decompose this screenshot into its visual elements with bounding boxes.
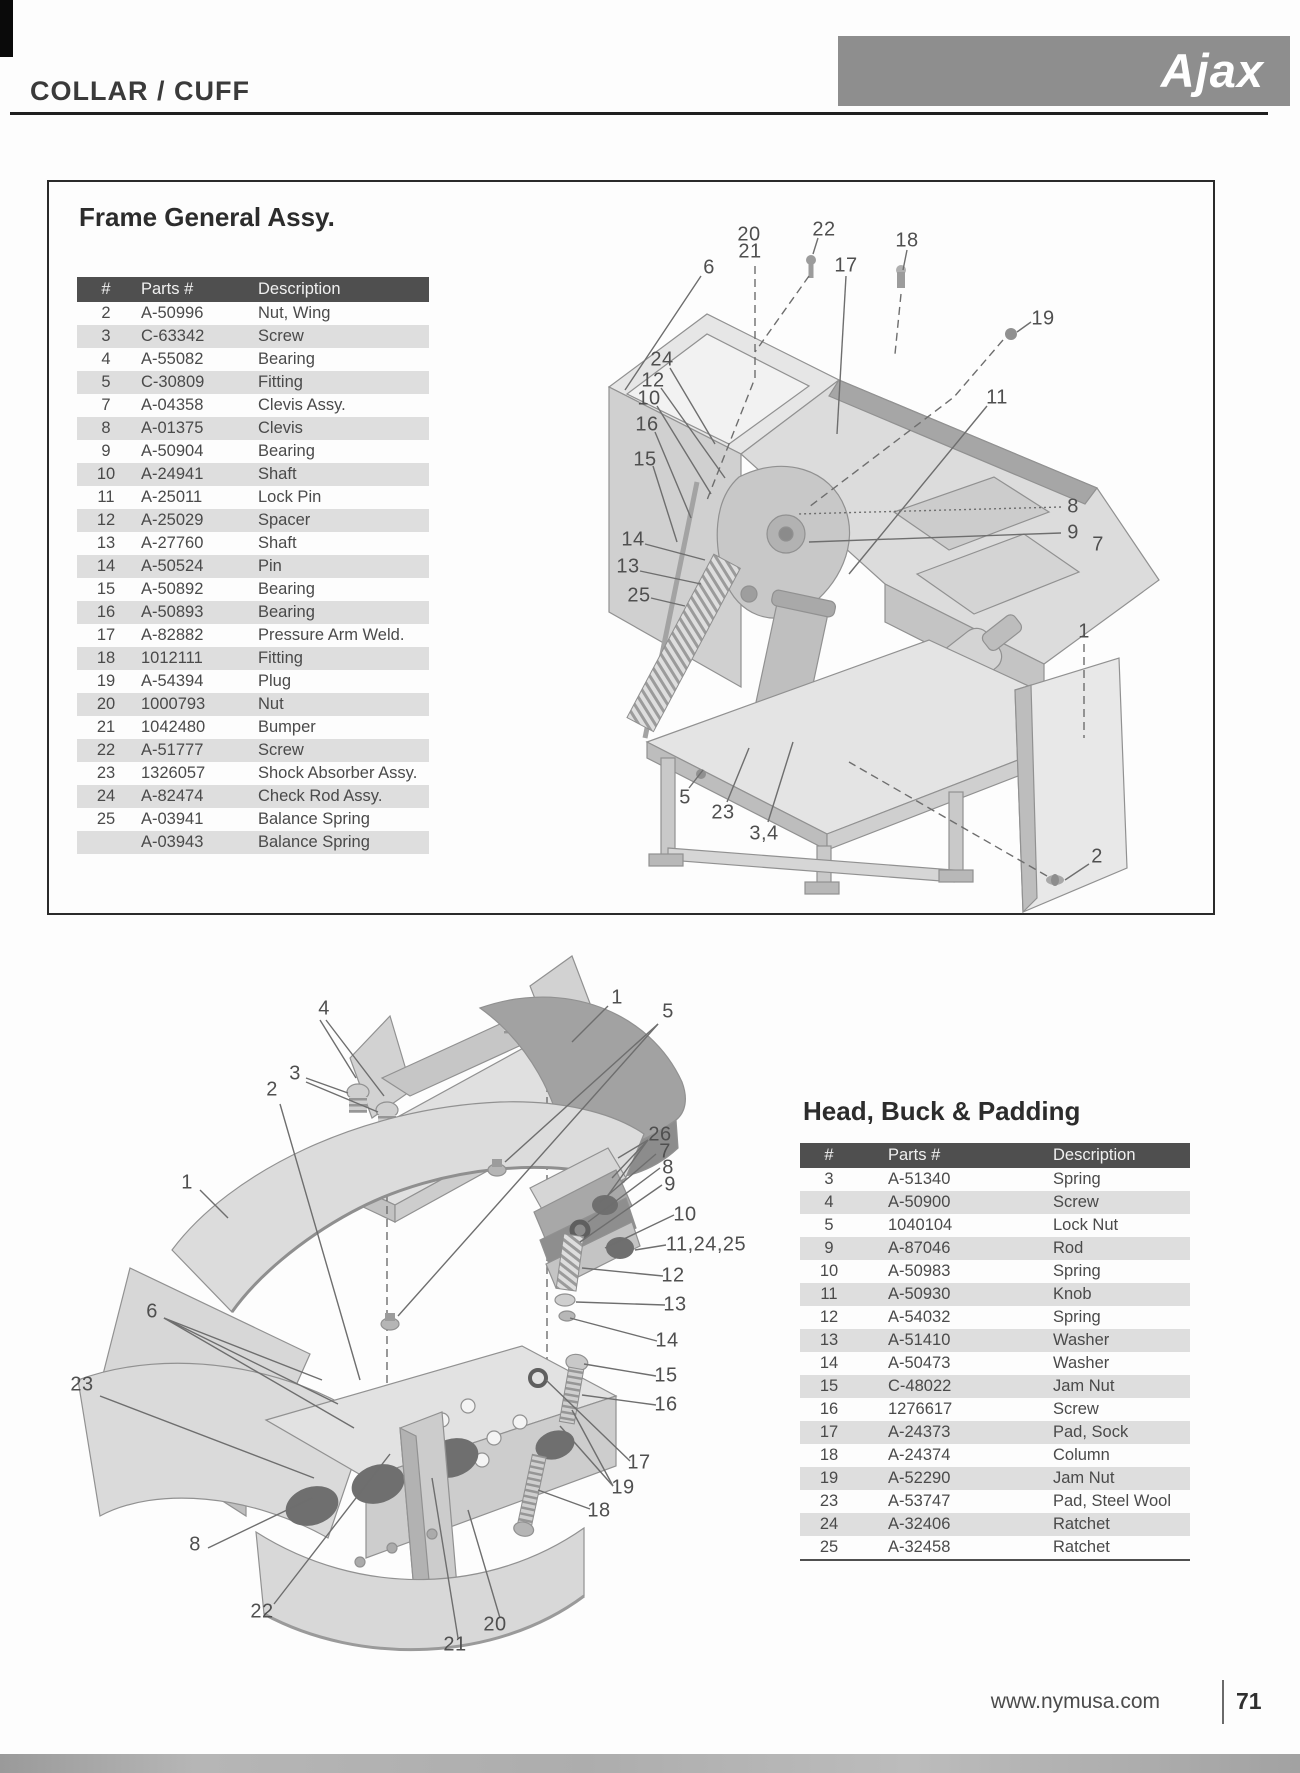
callout-label: 10	[637, 387, 661, 410]
table-row	[800, 1421, 1190, 1444]
table-cell: A-51340	[888, 1170, 951, 1188]
table-cell: A-24373	[888, 1423, 951, 1441]
table-cell: Clevis Assy.	[258, 396, 346, 414]
callout-label: 8	[189, 1533, 201, 1556]
table-cell: 21	[96, 718, 116, 736]
table-cell: A-27760	[141, 534, 204, 552]
table-row	[800, 1329, 1190, 1352]
callout-label: 1	[1078, 620, 1090, 643]
callout-label: 15	[633, 448, 657, 471]
callout-label: 19	[1031, 307, 1055, 330]
table-cell: 10	[819, 1262, 839, 1280]
frame-assembly-title: Frame General Assy.	[79, 202, 335, 232]
head-buck-table	[800, 1143, 1190, 1561]
table-cell: Balance Spring	[258, 833, 370, 851]
table-cell: A-82882	[141, 626, 204, 644]
table-cell: 13	[96, 534, 116, 552]
table-cell: A-52290	[888, 1469, 951, 1487]
table-cell: A-24374	[888, 1446, 951, 1464]
table-cell: 18	[819, 1446, 839, 1464]
table-cell: A-50473	[888, 1354, 951, 1372]
table-cell: A-25029	[141, 511, 204, 529]
table-cell: 12	[819, 1308, 839, 1326]
table-cell: 2	[101, 304, 111, 322]
table-cell: A-54394	[141, 672, 204, 690]
brand-logo-text: Ajax	[1160, 44, 1264, 97]
callout-label: 14	[621, 528, 645, 551]
table-cell: 24	[96, 787, 116, 805]
table-cell: 25	[819, 1538, 839, 1556]
callout-label: 24	[650, 348, 674, 371]
table-cell: A-54032	[888, 1308, 951, 1326]
table-cell: 3	[824, 1170, 834, 1188]
callout-label: 7	[659, 1140, 671, 1163]
table-cell: A-82474	[141, 787, 204, 805]
callout-label: 12	[661, 1264, 685, 1287]
table-cell: Balance Spring	[258, 810, 370, 828]
callout-label: 16	[635, 413, 659, 436]
table-cell: Pad, Sock	[1053, 1423, 1129, 1441]
callout-label: 9	[664, 1173, 676, 1196]
callout-label: 1	[611, 986, 623, 1009]
table-cell: Check Rod Assy.	[258, 787, 383, 805]
callout-label: 11	[986, 386, 1008, 409]
callout-label: 2	[266, 1078, 278, 1101]
table-cell: 15	[96, 580, 116, 598]
table-cell: Spring	[1053, 1262, 1101, 1280]
table-cell: 11	[97, 488, 115, 506]
callout-label: 18	[895, 229, 919, 252]
callout-label: 15	[654, 1364, 678, 1387]
callout-label: 22	[250, 1600, 274, 1623]
table-cell: Washer	[1053, 1331, 1110, 1349]
table-cell: Fitting	[258, 373, 303, 391]
table-cell: 19	[819, 1469, 839, 1487]
table-cell: Shock Absorber Assy.	[258, 764, 418, 782]
callout-label: 26	[648, 1123, 672, 1146]
table-cell: A-50983	[888, 1262, 951, 1280]
callout-label: 11,24,25	[665, 1233, 747, 1256]
table-cell: 14	[819, 1354, 839, 1372]
table-cell: 9	[824, 1239, 834, 1257]
frame-assembly-panel	[47, 180, 1215, 915]
callout-label: 8	[1067, 495, 1079, 518]
callout-label: 16	[654, 1393, 678, 1416]
table-row	[800, 1352, 1190, 1375]
table-cell: Plug	[258, 672, 292, 690]
table-cell: Screw	[258, 741, 304, 759]
table-cell: A-01375	[141, 419, 204, 437]
col-number: #	[800, 1143, 858, 1168]
table-cell: A-51410	[888, 1331, 951, 1349]
table-cell: Knob	[1053, 1285, 1092, 1303]
table-cell: A-03943	[141, 833, 204, 851]
table-cell: C-30809	[141, 373, 205, 391]
callout-label: 19	[611, 1476, 635, 1499]
callout-label: 3	[289, 1062, 301, 1085]
table-row	[800, 1168, 1190, 1191]
scan-artifact-mark	[0, 0, 13, 57]
callout-label: 4	[318, 997, 330, 1020]
col-parts: Parts #	[135, 277, 252, 302]
table-row	[800, 1490, 1190, 1513]
frame-callouts	[49, 182, 1217, 917]
table-cell: 8	[101, 419, 111, 437]
table-cell: 1326057	[141, 764, 206, 782]
website-url: www.nymusa.com	[990, 1690, 1160, 1713]
table-cell: Screw	[1053, 1193, 1099, 1211]
table-cell: Jam Nut	[1053, 1469, 1115, 1487]
callout-label: 20	[737, 223, 761, 246]
table-cell: 14	[96, 557, 116, 575]
table-cell: C-63342	[141, 327, 205, 345]
table-cell: Jam Nut	[1053, 1377, 1115, 1395]
col-number: #	[77, 277, 135, 302]
table-cell: A-50893	[141, 603, 204, 621]
callout-label: 13	[616, 555, 640, 578]
table-cell: 4	[824, 1193, 834, 1211]
callout-label: 17	[834, 254, 858, 277]
callout-label: 21	[738, 240, 762, 263]
table-cell: A-50900	[888, 1193, 951, 1211]
table-row	[800, 1467, 1190, 1490]
callout-label: 3,4	[749, 822, 779, 845]
table-cell: 4	[101, 350, 111, 368]
callout-label: 17	[627, 1451, 651, 1474]
table-cell: Screw	[258, 327, 304, 345]
table-cell: 10	[96, 465, 116, 483]
table-cell: Spring	[1053, 1308, 1101, 1326]
table-cell: Spring	[1053, 1170, 1101, 1188]
callout-label: 25	[627, 584, 651, 607]
table-cell: A-50904	[141, 442, 204, 460]
callout-label: 6	[703, 256, 715, 279]
callout-label: 5	[662, 1000, 674, 1023]
table-cell: Nut	[258, 695, 284, 713]
table-cell: 16	[96, 603, 116, 621]
brand-banner	[838, 36, 1290, 106]
table-row	[800, 1375, 1190, 1398]
table-cell: 19	[96, 672, 116, 690]
table-cell: 17	[96, 626, 116, 644]
callout-label: 13	[663, 1293, 687, 1316]
table-cell: Shaft	[258, 465, 297, 483]
table-cell: A-51777	[141, 741, 204, 759]
table-cell: A-32458	[888, 1538, 951, 1556]
table-cell: 9	[101, 442, 111, 460]
col-parts: Parts #	[858, 1143, 1049, 1168]
table-cell: Fitting	[258, 649, 303, 667]
table-header	[800, 1143, 1190, 1168]
col-description: Description	[252, 277, 429, 302]
callout-label: 9	[1067, 521, 1079, 544]
table-cell: A-32406	[888, 1515, 951, 1533]
table-row	[800, 1260, 1190, 1283]
table-cell: 15	[819, 1377, 839, 1395]
callout-label: 7	[1092, 533, 1104, 556]
table-cell: 1012111	[141, 649, 203, 667]
table-cell: 11	[820, 1285, 838, 1303]
table-cell: Clevis	[258, 419, 303, 437]
header-rule	[10, 112, 1268, 115]
table-cell: Washer	[1053, 1354, 1110, 1372]
table-cell: Ratchet	[1053, 1515, 1110, 1533]
table-cell: 1000793	[141, 695, 206, 713]
table-cell: 23	[96, 764, 116, 782]
callout-label: 6	[146, 1300, 158, 1323]
table-cell: 1042480	[141, 718, 206, 736]
table-cell: A-50892	[141, 580, 204, 598]
table-cell: A-87046	[888, 1239, 951, 1257]
table-cell: Pressure Arm Weld.	[258, 626, 405, 644]
head-buck-title: Head, Buck & Padding	[803, 1096, 1081, 1126]
table-cell: 25	[96, 810, 116, 828]
callout-label: 23	[70, 1373, 94, 1396]
table-cell: A-04358	[141, 396, 204, 414]
table-cell: A-24941	[141, 465, 204, 483]
table-cell: A-03941	[141, 810, 204, 828]
callout-label: 22	[812, 218, 836, 241]
table-row	[800, 1237, 1190, 1260]
callout-label: 10	[673, 1203, 697, 1226]
table-cell: Bearing	[258, 603, 315, 621]
callout-label: 20	[483, 1613, 507, 1636]
table-cell: A-50996	[141, 304, 204, 322]
table-cell: C-48022	[888, 1377, 952, 1395]
table-row	[800, 1214, 1190, 1237]
callout-label: 1	[181, 1171, 193, 1194]
table-cell: Pad, Steel Wool	[1053, 1492, 1172, 1510]
table-cell: Bumper	[258, 718, 316, 736]
table-cell: 7	[101, 396, 111, 414]
callout-label: 18	[587, 1499, 611, 1522]
callout-label: 14	[655, 1329, 679, 1352]
table-cell: Shaft	[258, 534, 297, 552]
table-cell: A-50930	[888, 1285, 951, 1303]
table-cell: A-25011	[141, 488, 203, 506]
callout-label: 21	[443, 1633, 467, 1656]
table-cell: A-53747	[888, 1492, 951, 1510]
table-body	[800, 1168, 1190, 1560]
table-cell: Lock Pin	[258, 488, 322, 506]
callout-label: 8	[662, 1156, 674, 1179]
table-row	[800, 1306, 1190, 1329]
table-cell: Bearing	[258, 580, 315, 598]
table-cell: 1276617	[888, 1400, 953, 1418]
table-cell: 3	[101, 327, 111, 345]
head-buck-diagram	[60, 950, 760, 1680]
table-cell: Bearing	[258, 442, 315, 460]
table-cell: 1040104	[888, 1216, 953, 1234]
table-cell: Nut, Wing	[258, 304, 331, 322]
page-number: 71	[1236, 1688, 1262, 1714]
callout-label: 12	[641, 369, 665, 392]
frame-assembly-diagram	[49, 182, 1217, 917]
callout-label: 23	[711, 801, 735, 824]
table-cell: 18	[96, 649, 116, 667]
scan-band	[0, 1754, 1300, 1773]
table-cell: Bearing	[258, 350, 315, 368]
table-cell: Screw	[1053, 1400, 1099, 1418]
table-cell: A-55082	[141, 350, 204, 368]
table-row	[800, 1536, 1190, 1560]
page-title: COLLAR / CUFF	[30, 76, 250, 106]
table-cell: Ratchet	[1053, 1538, 1110, 1556]
table-row	[800, 1444, 1190, 1467]
table-cell: 17	[819, 1423, 839, 1441]
table-row	[800, 1191, 1190, 1214]
callout-label: 2	[1091, 845, 1103, 868]
table-cell: 23	[819, 1492, 839, 1510]
table-cell: 5	[824, 1216, 834, 1234]
table-row	[800, 1513, 1190, 1536]
table-cell: Rod	[1053, 1239, 1084, 1257]
table-cell: Column	[1053, 1446, 1110, 1464]
table-row	[800, 1283, 1190, 1306]
col-description: Description	[1049, 1143, 1190, 1168]
table-cell: 22	[96, 741, 116, 759]
table-row	[800, 1398, 1190, 1421]
table-cell: Spacer	[258, 511, 311, 529]
callout-label: 5	[679, 786, 691, 809]
table-cell: 12	[96, 511, 116, 529]
table-cell: A-50524	[141, 557, 204, 575]
table-cell: 20	[96, 695, 116, 713]
table-cell: Pin	[258, 557, 282, 575]
table-cell: 24	[819, 1515, 839, 1533]
footer-divider	[1222, 1680, 1224, 1724]
table-cell: Lock Nut	[1053, 1216, 1119, 1234]
head-buck-callouts	[60, 950, 760, 1680]
table-cell: 13	[819, 1331, 839, 1349]
table-cell: 16	[819, 1400, 839, 1418]
table-cell: 5	[101, 373, 111, 391]
